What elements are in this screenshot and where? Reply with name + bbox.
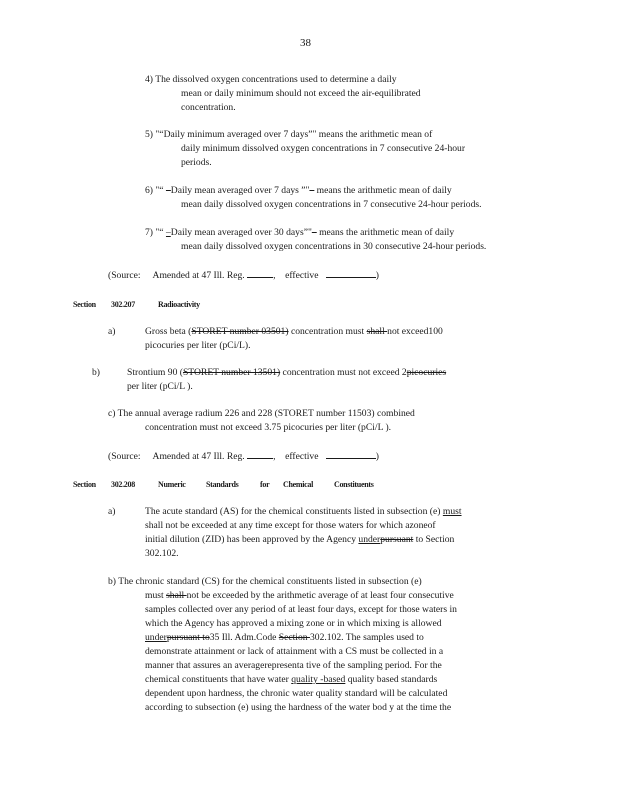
radio-b-text-2: concentration must not exceed 2 (280, 367, 407, 378)
numeric-b-must: must (145, 590, 167, 601)
radio-c-line-2: concentration must not exceed 3.75 picocuries per liter (pCi/L ). (145, 422, 392, 433)
numeric-a-under-inserted: under (358, 534, 381, 545)
numeric-a-must-inserted: must (442, 506, 462, 517)
radio-b-text-1: Strontium 90 ( (127, 367, 183, 378)
section-302-207-heading (0, 298, 618, 310)
numeric-b-line-9: dependent upon hardness, the chronic water quality standard will be calculated (145, 688, 448, 699)
source-text: Amended at 47 Ill. Reg. (152, 451, 245, 462)
numeric-a-line-1 (145, 505, 462, 519)
source-comma: , (273, 451, 276, 462)
effective-date-blank (326, 449, 376, 459)
section-label: Section (73, 480, 96, 489)
radio-b-line-2: per liter (pCi/L ). (127, 381, 193, 392)
radio-a-storet-deleted: STORET number 03501) (191, 326, 289, 337)
item-7-rest: means the arithmetic mean of daily (316, 227, 455, 238)
numeric-b-line-3: samples collected over any period of at least four days, except for those waters in (145, 604, 457, 615)
radio-b-picocuries-deleted: picocuries (406, 367, 447, 378)
numeric-a-line-2: shall not be exceeded at any time except for those waters for which azoneof (145, 520, 436, 531)
effective-label: effective (285, 451, 319, 462)
radio-b-marker: b) (92, 367, 100, 378)
item-5-line-1: 5) "“Daily minimum averaged over 7 days”" means the arithmetic mean of (145, 129, 433, 140)
item-6-rest: means the arithmetic mean of daily (314, 185, 452, 196)
item-7-line-1 (145, 226, 454, 240)
source-close: ) (375, 451, 379, 462)
section-number: 302.208 (111, 480, 135, 489)
numeric-b-quality-based-inserted: quality -based (291, 674, 346, 685)
source-note-2 (108, 449, 379, 464)
numeric-b-under-inserted: under (145, 632, 167, 643)
item-6-prefix: 6) "“ (145, 185, 166, 196)
item-5-line-3: periods. (181, 157, 212, 168)
item-4-line-3: concentration. (181, 102, 236, 113)
section-title-word-3: for (260, 480, 270, 489)
radio-a-text-1: Gross beta ( (145, 326, 192, 337)
reg-number-blank (247, 449, 273, 459)
numeric-b-line-8 (145, 673, 437, 687)
item-7-term: Daily mean averaged over 30 days”" (170, 227, 312, 238)
radio-a-text-3: not exceed100 (387, 326, 443, 337)
radio-a-line-2: picocuries per liter (pCi/L). (145, 340, 251, 351)
radio-a-shall-deleted: shall (366, 326, 388, 337)
radio-c-line-1: c) The annual average radium 226 and 228 (STORET number 11503) combined (108, 408, 415, 419)
radio-a-text-2: concentration must (288, 326, 367, 337)
section-title-word-4: Chemical (283, 480, 314, 489)
item-5-line-2: daily minimum dissolved oxygen concentrations in 7 consecutive 24-hour (181, 143, 466, 154)
numeric-b-line-7: manner that assures an averagerepresenta tive of the sampling period. For the (145, 660, 442, 671)
radio-b-storet-deleted: STORET number 13501) (182, 367, 281, 378)
numeric-b-shall-deleted: shall (166, 590, 187, 601)
numeric-b-text-8b: quality based standards (345, 674, 438, 685)
numeric-a-pursuant-deleted: pursuant (380, 534, 414, 545)
numeric-b-line-4: which the Agency has approved a mixing zone or in which mixing is allowed (145, 618, 442, 629)
section-302-208-heading (0, 478, 618, 490)
section-number: 302.207 (111, 300, 135, 309)
source-label: (Source: (108, 270, 141, 281)
source-text: Amended at 47 Ill. Reg. (152, 270, 245, 281)
numeric-b-pursuant-deleted: pursuant to (166, 632, 210, 643)
item-6-dash-deleted: – (165, 185, 171, 196)
item-4-line-1: 4) The dissolved oxygen concentrations used to determine a daily (145, 74, 397, 85)
item-7-dash-deleted: – (311, 227, 317, 238)
item-7-line-2: mean daily dissolved oxygen concentrations in 30 consecutive 24-hour periods. (181, 241, 487, 252)
numeric-b-line-5 (145, 631, 424, 645)
numeric-a-line-4: 302.102. (145, 548, 179, 559)
radio-a-line-1 (145, 325, 443, 339)
numeric-b-line-10: according to subsection (e) using the hardness of the water bod y at the time the (145, 702, 452, 713)
item-6-dash-deleted-2: – (309, 185, 315, 196)
numeric-b-text-5: 302.102. The samples used to (309, 632, 424, 643)
numeric-b-line-1: b) The chronic standard (CS) for the chemical constituents listed in subsection (e) (108, 576, 422, 587)
section-label: Section (73, 300, 96, 309)
item-6-line-1 (145, 184, 452, 198)
item-6-line-2: mean daily dissolved oxygen concentrations in 7 consecutive 24-hour periods. (181, 199, 482, 210)
section-title-word-2: Standards (206, 480, 239, 489)
effective-label: effective (285, 270, 319, 281)
numeric-a-text-4: to Section (413, 534, 455, 545)
numeric-a-text-3: initial dilution (ZID) has been approved by the Agency (145, 534, 359, 545)
item-7-prefix: 7) "“ (145, 227, 166, 238)
numeric-b-line-6: demonstrate attainment or lack of attainment with a CS must be collected in a (145, 646, 444, 657)
item-7-dash-inserted: – (165, 227, 171, 238)
numeric-a-marker: a) (108, 506, 116, 517)
page-number: 38 (300, 37, 311, 49)
radio-a-marker: a) (108, 326, 116, 337)
numeric-b-adm-code: 35 Ill. Adm.Code (209, 632, 279, 643)
source-close: ) (375, 270, 379, 281)
numeric-b-line-2 (145, 589, 454, 603)
item-6-term: Daily mean averaged over 7 days ”" (170, 185, 310, 196)
effective-date-blank (326, 268, 376, 278)
source-label: (Source: (108, 451, 141, 462)
section-title: Radioactivity (158, 300, 200, 309)
item-4-line-2: mean or daily minimum should not exceed the air-equilibrated (181, 88, 421, 99)
radio-b-line-1 (127, 366, 446, 380)
section-title-word-1: Numeric (158, 480, 186, 489)
reg-number-blank (247, 268, 273, 278)
numeric-b-text-2: not be exceeded by the arithmetic average of at least four consecutive (186, 590, 454, 601)
source-note-1 (108, 268, 379, 283)
numeric-b-section-deleted: Section (278, 632, 310, 643)
source-comma: , (273, 270, 276, 281)
section-title-word-5: Constituents (334, 480, 374, 489)
numeric-a-line-3 (145, 533, 454, 547)
numeric-a-text-1: The acute standard (AS) for the chemical constituents listed in subsection (e) (145, 506, 443, 517)
numeric-b-text-8: chemical constituents that have water (145, 674, 292, 685)
